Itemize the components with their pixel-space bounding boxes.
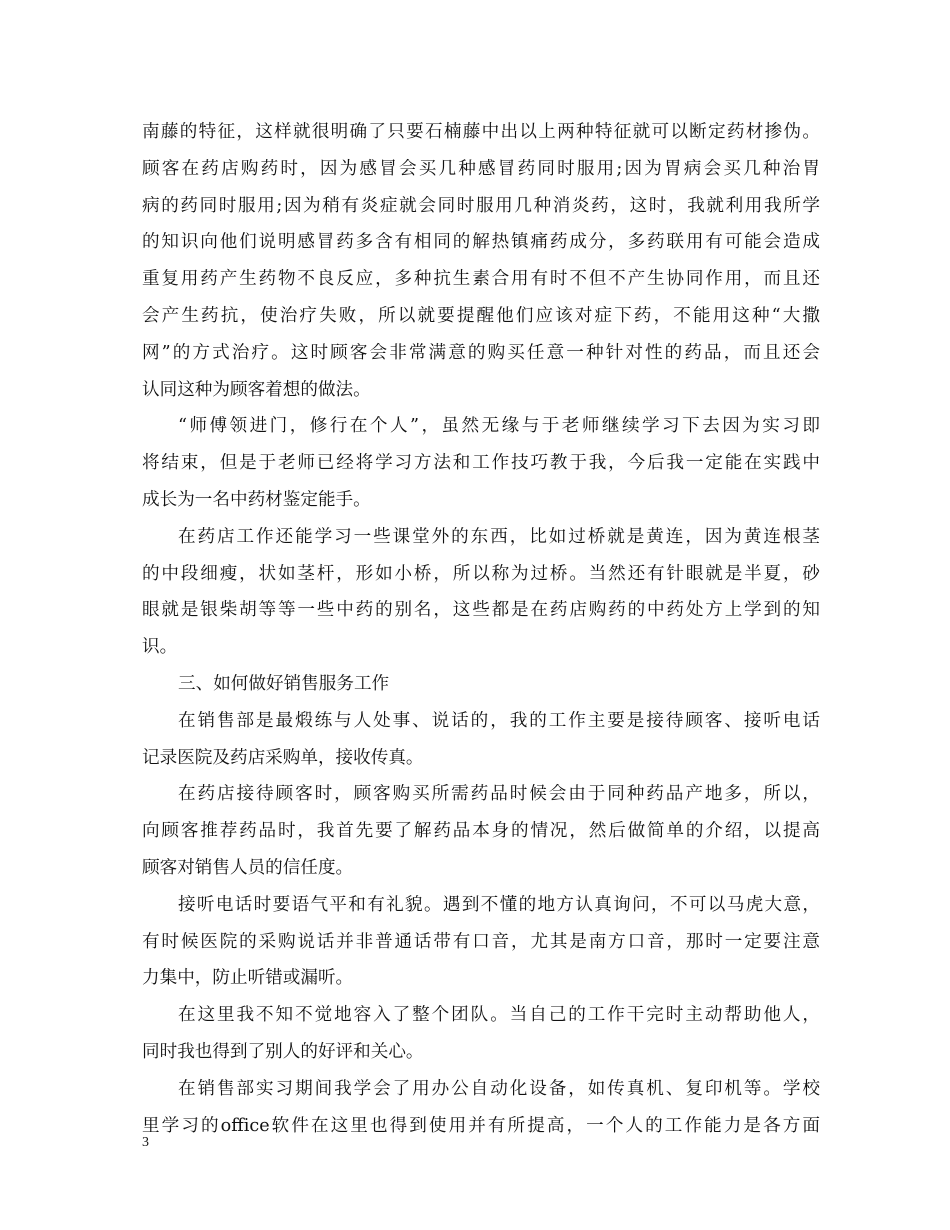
text-line: 重复用药产生药物不良反应，多种抗生素合用有时不但不产生协同作用，而且还 — [142, 269, 820, 290]
text-line: 接听电话时要语气平和有礼貌。遇到不懂的地方认真询问，不可以马虎大意， — [178, 894, 820, 915]
text-line: 病的药同时服用;因为稍有炎症就会同时服用几种消炎药，这时，我就利用我所学 — [142, 195, 820, 216]
text-line: 里学习的office软件在这里也得到使用并有所提高，一个人的工作能力是各方面 — [142, 1115, 820, 1136]
text-line: 力集中，防止听错或漏听。 — [142, 968, 354, 989]
text-line: 有时候医院的采购说话并非普通话带有口音，尤其是南方口音，那时一定要注意 — [142, 931, 820, 952]
text-line: 向顾客推荐药品时，我首先要了解药品本身的情况，然后做简单的介绍，以提高 — [142, 821, 820, 842]
page-number: 3 — [142, 1135, 149, 1150]
text-line: 识。 — [142, 637, 178, 658]
body-text — [142, 114, 820, 1144]
text-line: 在药店工作还能学习一些课堂外的东西，比如过桥就是黄连，因为黄连根茎 — [178, 526, 820, 547]
text-line: 顾客对销售人员的信任度。 — [142, 857, 354, 878]
text-line: 的知识向他们说明感冒药多含有相同的解热镇痛药成分，多药联用有可能会造成 — [142, 232, 820, 253]
text-line: 南藤的特征，这样就很明确了只要石楠藤中出以上两种特征就可以断定药材掺伪。 — [142, 122, 820, 142]
text-line: 记录医院及药店采购单，接收传真。 — [142, 747, 424, 768]
text-line: 在这里我不知不觉地容入了整个团队。当自己的工作干完时主动帮助他人， — [178, 1005, 820, 1026]
text-line: 在药店接待顾客时，顾客购买所需药品时候会由于同种药品产地多，所以， — [178, 784, 820, 805]
text-line: 在销售部实习期间我学会了用办公自动化设备，如传真机、复印机等。学校 — [178, 1078, 820, 1099]
text-line: 成长为一名中药材鉴定能手。 — [142, 489, 371, 510]
text-line: “师傅领进门，修行在个人”，虽然无缘与于老师继续学习下去因为实习即 — [178, 416, 820, 437]
text-line: 将结束，但是于老师已经将学习方法和工作技巧教于我，今后我一定能在实践中 — [142, 453, 820, 474]
text-line: 顾客在药店购药时，因为感冒会买几种感冒药同时服用;因为胃病会买几种治胃 — [142, 158, 820, 179]
text-line: 会产生药抗，使治疗失败，所以就要提醒他们应该对症下药，不能用这种“大撒 — [142, 305, 820, 326]
text-line: 的中段细瘦，状如茎杆，形如小桥，所以称为过桥。当然还有针眼就是半夏，砂 — [142, 563, 820, 584]
text-line: 眼就是银柴胡等等一些中药的别名，这些都是在药店购药的中药处方上学到的知 — [142, 600, 820, 621]
text-line: 网”的方式治疗。这时顾客会非常满意的购买任意一种针对性的药品，而且还会 — [142, 342, 820, 363]
text-line: 在销售部是最煅练与人处事、说话的，我的工作主要是接待顾客、接听电话 — [178, 710, 820, 731]
text-line: 三、如何做好销售服务工作 — [178, 673, 390, 694]
text-line: 认同这种为顾客着想的做法。 — [142, 379, 371, 400]
text-line: 同时我也得到了别人的好评和关心。 — [142, 1041, 424, 1062]
